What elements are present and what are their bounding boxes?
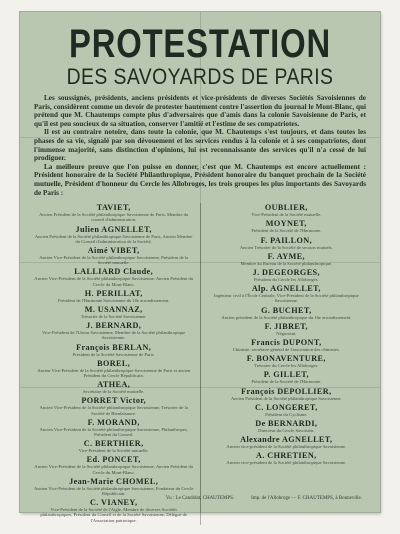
signatory-name: François BERLAN, [76, 342, 152, 352]
signatory-name: G. BUCHET, [261, 305, 312, 315]
signatory-name: F. PAILLON, [260, 235, 313, 245]
signatory-entry [34, 477, 193, 496]
signatory-role: Vice-Président de la Société mutuelle. [251, 212, 322, 218]
signatory-role: Ancien Vice-Président de la Société philanthropique Savoisienne, Président de la Société mutuelle. [39, 254, 189, 266]
signatory-name: C. VIANEY, [89, 498, 138, 508]
signatory-name: Alexandre AGNELLET, [240, 435, 333, 445]
signatory-role: Membre du Bureau de la Société philanthropique. [240, 260, 333, 266]
signatory-name: Jean-Marie CHOMEL, [69, 476, 159, 486]
signatory-role: Ancien vice-président de la Société philanthropique Savoisienne. [226, 444, 347, 450]
intro-paragraph: Il est au contraire notoire, dans toute la colonie, que M. Chautemps s'est toujours, et dans toutes les phases de sa vie, signalé par son dévouement et les services rendus à la colonie et à ses compatriotes, dont l'immense majorité, sans distinction d'opinions, lui est reconnaissante des services qu'il n'a cessé de lui prodiguer. [34, 128, 366, 163]
signatory-name: LALLIARD Claude, [74, 267, 154, 277]
signatory-entry [207, 387, 366, 401]
signatory-entry [34, 455, 193, 474]
signatory-entry [34, 305, 193, 319]
signatory-entry [207, 219, 366, 233]
signatory-entry [207, 354, 366, 368]
intro-paragraph: La meilleure preuve que l'on puisse en donner, c'est que M. Chautemps est encore actuellement : Président honoraire de la Société Philanthropique, Président honoraire du banquet prochain de la Société mutuelle, Président d'honneur du Cercle les Allobroges, les trois groupes les plus importants des Savoyards de Paris : [34, 162, 366, 197]
signatory-name: Alp. AGNELLET, [251, 284, 321, 294]
signatory-role: Chimiste, secrétaire général de l'association des chimistes. [232, 346, 340, 352]
signatory-entry [207, 203, 366, 217]
signatory-entry [34, 359, 193, 378]
signatory-entry [34, 418, 193, 437]
poster [20, 12, 380, 523]
signatory-entry [34, 343, 193, 357]
signatory-name: Julien AGNELLET, [75, 224, 152, 234]
signatory-role: Ingénieur civil à l'École Centrale, Vice-Président de la Société philanthropique Savoisienne. [214, 293, 359, 304]
signatory-entry [207, 268, 366, 282]
signatory-entry [207, 435, 366, 449]
intro-paragraph: Les soussignés, présidents, anciens présidents et vice-présidents de diverses Sociétés Savoisiennes de Paris, considèrent comme un devoir de protester hautement contre l'assertion du journal le Mont-Blanc, qui prétend que M. Chautemps compte plus d'adversaires que d'amis dans la colonie Savoisienne de Paris, et qu'il est peu soucieux de sa situation, conserver l'amitié et l'estime de ses compatriotes. [34, 94, 366, 128]
signatory-entry [207, 370, 366, 384]
signatory-role: Ancien Vice-Président de la Société philanthropique Savoisienne, Philanthropes, Président du Conseil. [39, 426, 188, 437]
signatory-name: J. DEGEORGES, [252, 267, 320, 277]
signatory-name: C. LONGERET, [254, 402, 318, 412]
signatory-role: Président de l'Harmonie Savoisienne du 10e arrondissement. [57, 297, 170, 303]
signatory-name: J. BERNARD, [86, 321, 142, 331]
signatory-role: Président du Cercle les Allobroges. [253, 276, 319, 282]
signatory-role: Vice-Président de la Société de l'Aigle, Membre de diverses Sociétés philanthropiques, Président du Conseil et de la Société Savoisienne, Délégué de l'Association patriotique. [40, 507, 188, 523]
signatory-name: P. GILLET, [263, 370, 309, 380]
poster-footer [34, 496, 366, 506]
signatory-name: Aimé VIBET, [87, 245, 140, 255]
signatory-entry [34, 439, 193, 453]
signatory-name: F. JIBRET, [264, 321, 308, 331]
signatory-role: Ancien Président de la Société philanthropique Savoisienne de Paris, Membre du conseil d'administration. [39, 212, 189, 223]
signatory-entry [34, 246, 193, 265]
signatory-role: Ancien Président de la Société philanthropique Savoisienne de Paris, Ancien Membre du Conseil d'administration de la Société. [34, 233, 193, 244]
signatory-role: Secrétaire de la Société mutuelle. [83, 389, 145, 395]
fold-line-horizontal [20, 137, 380, 138]
signatory-role: Ancien Vice-Président de la Société philanthropique Savoisienne, Ancien Président du Cercle du Mont-Blanc. [34, 464, 194, 475]
signatory-entry [207, 252, 366, 266]
signatory-name: Ed. PONCET, [86, 455, 141, 465]
signatory-name: OUBLIER, [264, 203, 308, 213]
signatory-entry [207, 451, 366, 465]
signatory-name: PORRET Victor, [81, 396, 147, 406]
signatory-entry [207, 236, 366, 250]
signatories-right-column [207, 203, 366, 525]
signatory-name: De BERNARDI, [255, 418, 318, 428]
signatory-role: Ancien président de la Société philanthropique du 16e arrondissement. [221, 314, 352, 320]
signatory-role: Ancien vice-président de la Société philanthropique Savoisienne. [226, 460, 347, 466]
signatory-name: M. USANNAZ, [84, 304, 143, 314]
signatory-role: Vice-Président de la Société mutuelle. [78, 448, 149, 454]
signatory-role: Vice-Président de l'Union Savoisienne, Membre de la Société philanthropique Savoisienne. [42, 330, 186, 341]
signatory-role: Ancien Président de la Société philanthropique Savoisienne. [230, 395, 342, 401]
signatory-name: BOREL, [97, 358, 131, 368]
signatory-role: Ancien Vice-Président de la Société philanthropique Savoisienne de Paris et ancien Président du Cercle Républicain. [37, 367, 191, 378]
poster-title: PROTESTATION [69, 22, 331, 66]
signatory-role: Ancien Vice-Président de la Société philanthropique Savoisienne, Fondateur du Cercle Républicain. [34, 485, 194, 496]
footer-printer: Imp. de l'Allobroge — F. CHAUTEMPS, à Bonneville. [251, 496, 362, 501]
signatory-name: H. PERILLAT, [84, 288, 143, 298]
signatory-entry [34, 396, 193, 415]
signatory-entry [207, 284, 366, 303]
signatory-entry [207, 419, 366, 433]
column-divider [200, 203, 201, 525]
signatory-entry [207, 338, 366, 352]
signatories [34, 203, 366, 525]
signatory-role: Directeur du Cercle Savoisien. [258, 427, 315, 433]
signatory-name: MOYNET, [265, 219, 307, 229]
signatory-role: Ancien Vice-Président de la Société philanthropique Savoisienne, Ancien Président du Cercle du Mont-Blanc. [34, 276, 194, 287]
poster-subtitle: DES SAVOYARDS DE PARIS [66, 64, 334, 89]
signatory-role: Ancien Trésorier de la Société de secours mutuels. [239, 244, 333, 250]
signatory-name: ATHEA, [97, 380, 131, 390]
signatory-name: TAVIET, [96, 203, 131, 213]
signatory-name: F. BONAVENTURE, [246, 354, 326, 364]
signatory-entry [34, 380, 193, 394]
signatory-entry [207, 322, 366, 336]
signatory-role: Président de la Société Savoisienne de Paris. [72, 351, 155, 357]
signatory-name: Francis DUPONT, [251, 337, 322, 347]
signatory-entry [34, 225, 193, 244]
signatory-role: Président de la Société de l'Harmonie. [251, 228, 322, 234]
signatory-entry [207, 306, 366, 320]
signatory-name: F. AYME, [267, 251, 306, 261]
signatory-name: François DEPOLLIER, [241, 386, 332, 396]
signatory-entry [34, 289, 193, 303]
signatory-name: F. MORAND, [87, 417, 140, 427]
signatory-role: Trésorier de la Société Savoisienne. [80, 313, 147, 319]
signatory-role: Président de la Société de l'Harmonie. [251, 379, 322, 385]
signatory-entry [207, 403, 366, 417]
signatory-role: Négociant. [276, 330, 297, 336]
signatory-role: Trésorier du Cercle les Allobroges. [254, 363, 319, 369]
signatory-entry [34, 321, 193, 340]
footer-signature: Vu : Le Candidat, CHAUTEMPS. [165, 496, 235, 501]
signatory-entry [34, 267, 193, 286]
signatories-left-column [34, 203, 193, 525]
signatory-name: C. BERTHIER, [83, 439, 144, 449]
signatory-entry [34, 203, 193, 222]
signatory-role: Président du Cyclisme. [265, 411, 308, 417]
signatory-name: A. CHRETIEN, [256, 451, 317, 461]
signatory-role: Ancien Vice-Président de la Société philanthropique Savoisienne, Trésorier de la Société de Bienfaisance. [39, 405, 188, 416]
